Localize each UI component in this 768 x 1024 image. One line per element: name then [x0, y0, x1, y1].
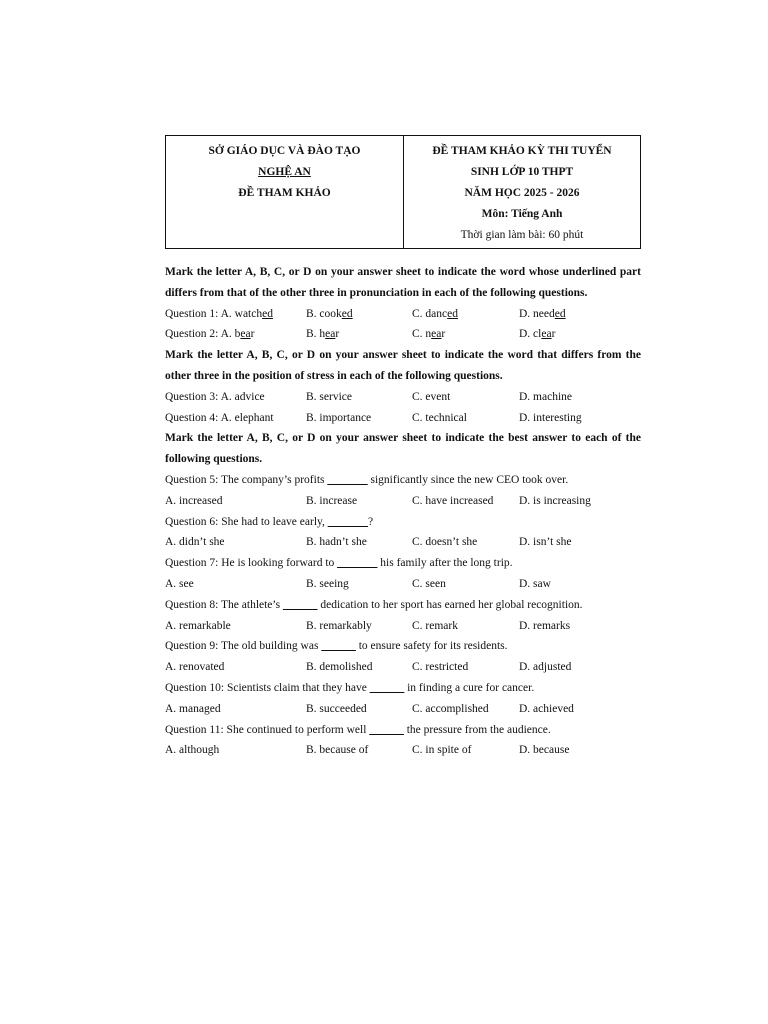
- q3-option-a: Question 3: A. advice: [165, 390, 265, 403]
- q6-option-a: A. didn’t she: [165, 536, 225, 549]
- question-8-stem: Question 8: The athlete’s ______ dedication to her sport has earned her global recognition.: [165, 598, 583, 611]
- q6-option-d: D. isn’t she: [519, 536, 572, 549]
- q9-option-d: D. adjusted: [519, 661, 572, 674]
- exam-body: [165, 262, 641, 761]
- q8-blank: ______: [282, 598, 318, 611]
- question-10-options: [165, 699, 641, 720]
- question-5-options: [165, 491, 641, 512]
- q2-option-a: Question 2: A. bear: [165, 328, 255, 341]
- q10-blank: ______: [369, 681, 405, 694]
- question-3: [165, 387, 641, 408]
- q11-option-c: C. in spite of: [412, 744, 472, 757]
- time-limit: Thời gian làm bài: 60 phút: [460, 229, 584, 241]
- q9-option-a: A. renovated: [165, 661, 225, 674]
- q10-option-a: A. managed: [165, 702, 221, 715]
- subject: Môn: Tiếng Anh: [481, 208, 563, 220]
- q3-option-b: B. service: [306, 390, 352, 403]
- question-9-stem: Question 9: The old building was ______ to ensure safety for its residents.: [165, 640, 508, 653]
- q8-option-d: D. remarks: [519, 619, 571, 632]
- exam-title-line2: SINH LỚP 10 THPT: [470, 166, 574, 178]
- q2-option-d: D. clear: [519, 328, 556, 341]
- q10-option-d: D. achieved: [519, 702, 574, 715]
- q7-option-d: D. saw: [519, 577, 551, 590]
- stress-instruction: Mark the letter A, B, C, or D on your answer sheet to indicate the word that differs from the other three in the position of stress in each of the following questions.: [165, 349, 641, 382]
- q3-option-d: D. machine: [519, 390, 573, 403]
- q3-option-c: C. event: [412, 390, 451, 403]
- q4-option-c: C. technical: [412, 411, 467, 424]
- q7-option-c: C. seen: [412, 577, 446, 590]
- question-2: [165, 324, 641, 345]
- q7-option-a: A. see: [165, 577, 194, 590]
- question-6-stem: Question 6: She had to leave early, _______?: [165, 515, 374, 528]
- q8-option-b: B. remarkably: [306, 619, 372, 632]
- q6-blank: _______: [327, 515, 369, 528]
- q6-option-b: B. hadn’t she: [306, 536, 367, 549]
- q11-option-a: A. although: [165, 744, 220, 757]
- q4-option-d: D. interesting: [519, 411, 582, 424]
- pronunciation-instruction: Mark the letter A, B, C, or D on your answer sheet to indicate the word whose underlined part differs from that of the other three in pronunciation in each of the following questions.: [165, 266, 641, 299]
- q9-blank: ______: [321, 640, 356, 653]
- department-name: SỞ GIÁO DỤC VÀ ĐÀO TẠO: [208, 145, 361, 157]
- question-7-options: [165, 574, 641, 595]
- q8-option-c: C. remark: [412, 619, 458, 632]
- exam-title-line1: ĐỀ THAM KHẢO KỲ THI TUYỂN: [432, 145, 612, 157]
- exam-type: ĐỀ THAM KHẢO: [238, 187, 331, 199]
- question-6-options: [165, 532, 641, 553]
- header-left-cell: [166, 136, 404, 248]
- q6-option-c: C. doesn’t she: [412, 536, 478, 549]
- q5-option-d: D. is increasing: [519, 494, 591, 507]
- q5-blank: _______: [327, 473, 368, 486]
- q11-option-d: D. because: [519, 744, 570, 757]
- q10-option-b: B. succeeded: [306, 702, 367, 715]
- q1-option-c: C. danced: [412, 307, 458, 320]
- question-8-options: [165, 616, 641, 637]
- question-11-options: [165, 740, 641, 761]
- question-10-stem: Question 10: Scientists claim that they have ______ in finding a cure for cancer.: [165, 681, 535, 694]
- school-year: NĂM HỌC 2025 - 2026: [464, 187, 580, 199]
- question-4: [165, 408, 641, 429]
- q11-option-b: B. because of: [306, 744, 369, 757]
- header-right-cell: [404, 136, 640, 248]
- question-9-options: [165, 657, 641, 678]
- q10-option-c: C. accomplished: [412, 702, 489, 715]
- question-7-stem: Question 7: He is looking forward to _______ his family after the long trip.: [165, 557, 513, 570]
- q1-option-d: D. needed: [519, 307, 566, 320]
- exam-page: [165, 135, 641, 761]
- question-5-stem: Question 5: The company’s profits _______ significantly since the new CEO took over.: [165, 473, 569, 486]
- q9-option-b: B. demolished: [306, 661, 373, 674]
- q9-option-c: C. restricted: [412, 661, 469, 674]
- exam-header: [165, 135, 641, 249]
- q2-option-b: B. hear: [306, 328, 340, 341]
- best-answer-instruction: Mark the letter A, B, C, or D on your answer sheet to indicate the best answer to each of the following questions.: [165, 432, 641, 466]
- q4-option-a: Question 4: A. elephant: [165, 411, 274, 424]
- q5-option-c: C. have increased: [412, 494, 494, 507]
- question-11-stem: Question 11: She continued to perform well ______ the pressure from the audience.: [165, 723, 551, 736]
- q1-option-a: Question 1: A. watched: [165, 307, 273, 320]
- q7-option-b: B. seeing: [306, 577, 349, 590]
- question-1: [165, 304, 641, 325]
- q7-blank: _______: [337, 557, 378, 570]
- q5-option-b: B. increase: [306, 494, 358, 507]
- q1-option-b: B. cooked: [306, 307, 353, 320]
- q8-option-a: A. remarkable: [165, 619, 231, 632]
- province-name: NGHỆ AN: [258, 166, 311, 178]
- q5-option-a: A. increased: [165, 494, 223, 507]
- q11-blank: ______: [369, 723, 404, 736]
- q4-option-b: B. importance: [306, 411, 372, 424]
- q2-option-c: C. near: [412, 328, 446, 341]
